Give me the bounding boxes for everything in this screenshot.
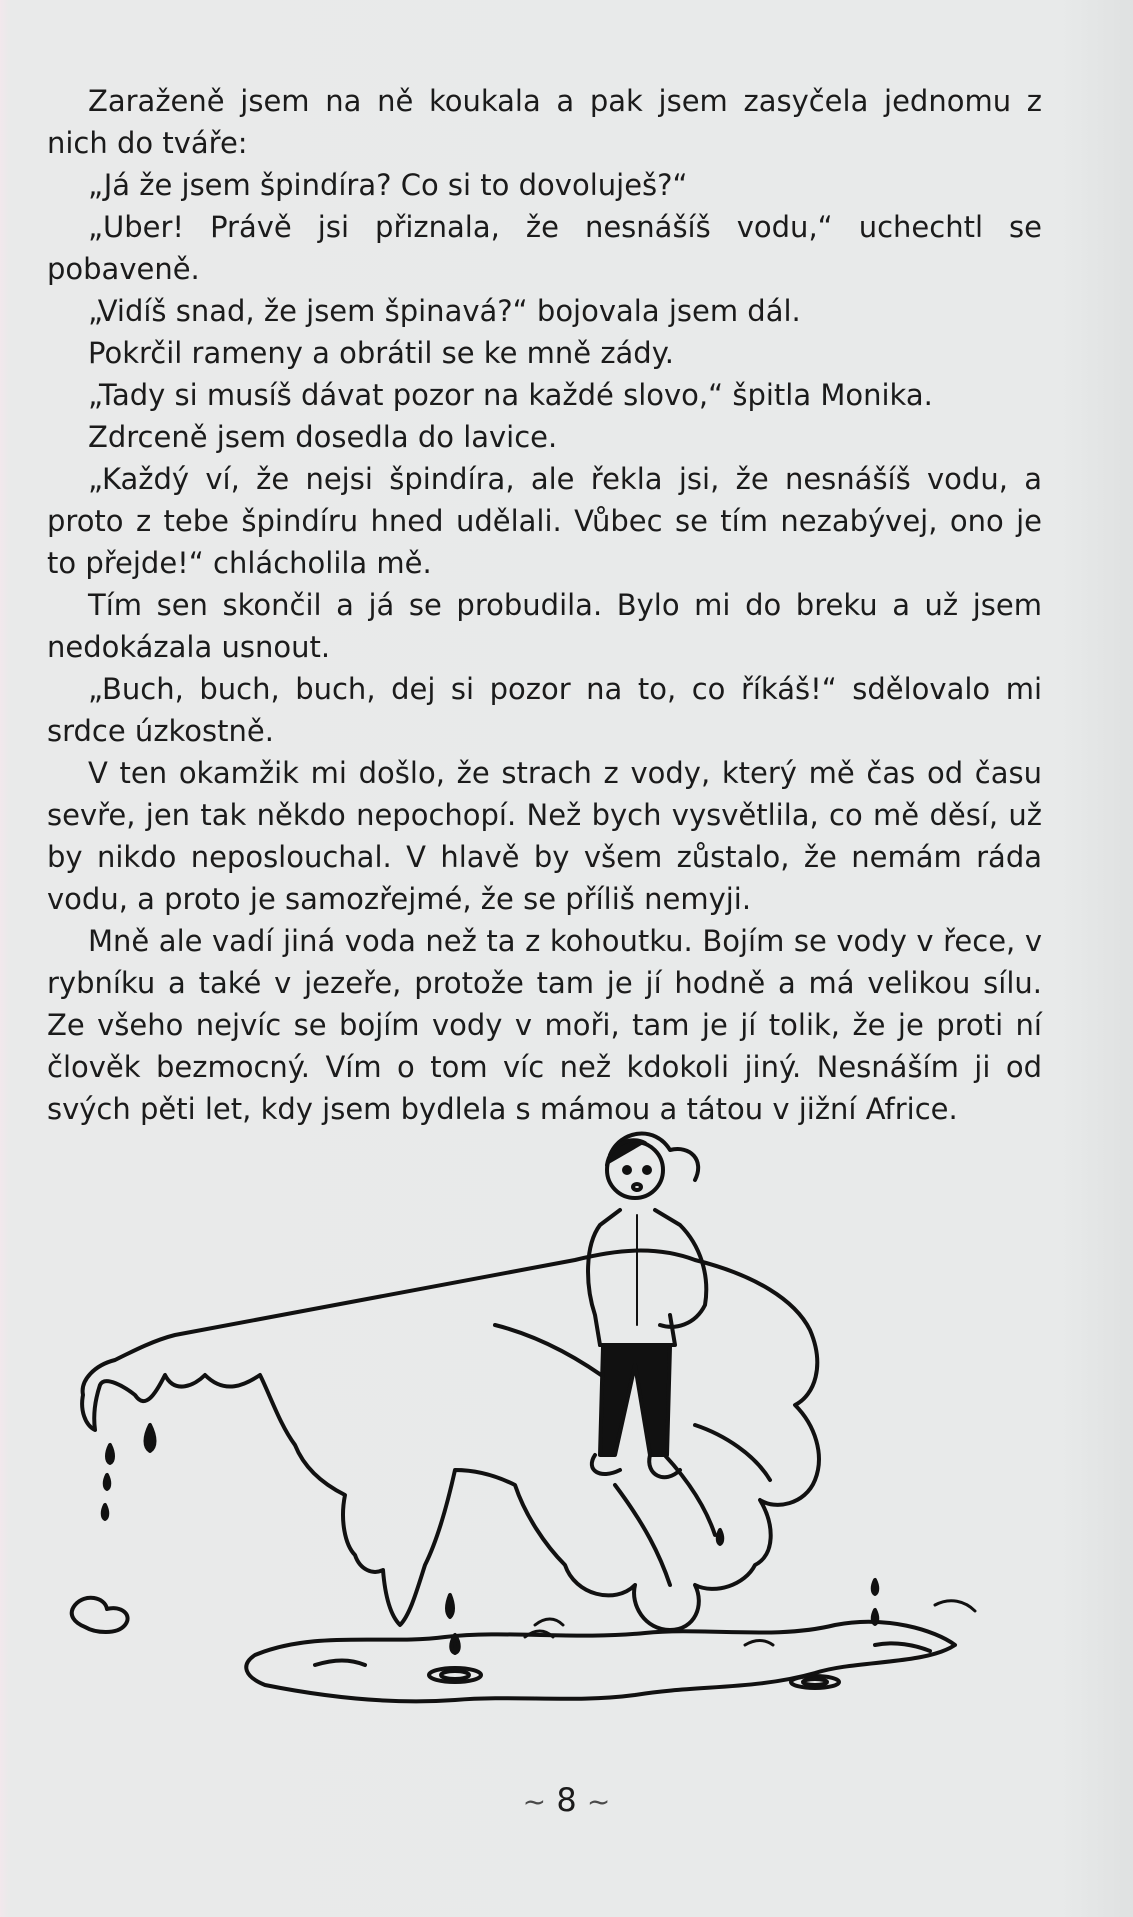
paragraph: Mně ale vadí jiná voda než ta z kohoutku. Bojím se vody v řece, v rybníku a také v jezeře, protože tam je jí hodně a má velikou sílu. Ze všeho nejvíc se bojím vody v moři, tam je jí tolik, že je proti ní člověk bezmocný. Vím o tom víc než kdokoli jiný. Nesnáším ji od svých pěti let, kdy jsem bydlela s mámou a tátou v jižní Africe.: [47, 924, 1042, 1126]
paragraph: Zdrceně jsem dosedla do lavice.: [88, 420, 558, 454]
paragraph: „Já že jsem špindíra? Co si to dovoluješ?“: [88, 168, 688, 202]
page-number: [0, 1780, 1133, 1822]
girl-on-melting-hand-illustration: [55, 1125, 1025, 1715]
paragraph: Pokrčil rameny a obrátil se ke mně zády.: [88, 336, 674, 370]
body-text: [47, 80, 1042, 1130]
ornament-left: ~: [522, 1785, 547, 1818]
paragraph: Tím sen skončil a já se probudila. Bylo mi do breku a už jsem nedokázala usnout.: [47, 588, 1042, 664]
melting-hand: [82, 1251, 819, 1630]
girl-figure: [588, 1134, 706, 1478]
paragraph: „Vidíš snad, že jsem špinavá?“ bojovala jsem dál.: [88, 294, 801, 328]
small-splash: [72, 1598, 128, 1632]
paragraph: „Tady si musíš dávat pozor na každé slovo,“ špitla Monika.: [88, 378, 933, 412]
paragraph: V ten okamžik mi došlo, že strach z vody, který mě čas od času sevře, jen tak někdo nepochopí. Než bych vysvětlila, co mě děsí, už by nikdo neposlouchal. V hlavě by všem zůstalo, že nemám ráda vodu, a proto je samozřejmé, že se příliš nemyji.: [47, 756, 1042, 916]
paragraph: „Každý ví, že nejsi špindíra, ale řekla jsi, že nesnášíš vodu, a proto z tebe špindíru hned udělali. Vůbec se tím nezabývej, ono je to přejde!“ chlácholila mě.: [47, 462, 1042, 580]
page-number-value: 8: [556, 1781, 577, 1819]
ornament-right: ~: [586, 1785, 611, 1818]
paragraph: „Uber! Právě jsi přiznala, že nesnášíš vodu,“ uchechtl se pobaveně.: [47, 210, 1042, 286]
paragraph: Zaraženě jsem na ně koukala a pak jsem zasyčela jednomu z nich do tváře:: [47, 84, 1042, 160]
paragraph: „Buch, buch, buch, dej si pozor na to, co říkáš!“ sdělovalo mi srdce úzkostně.: [47, 672, 1042, 748]
